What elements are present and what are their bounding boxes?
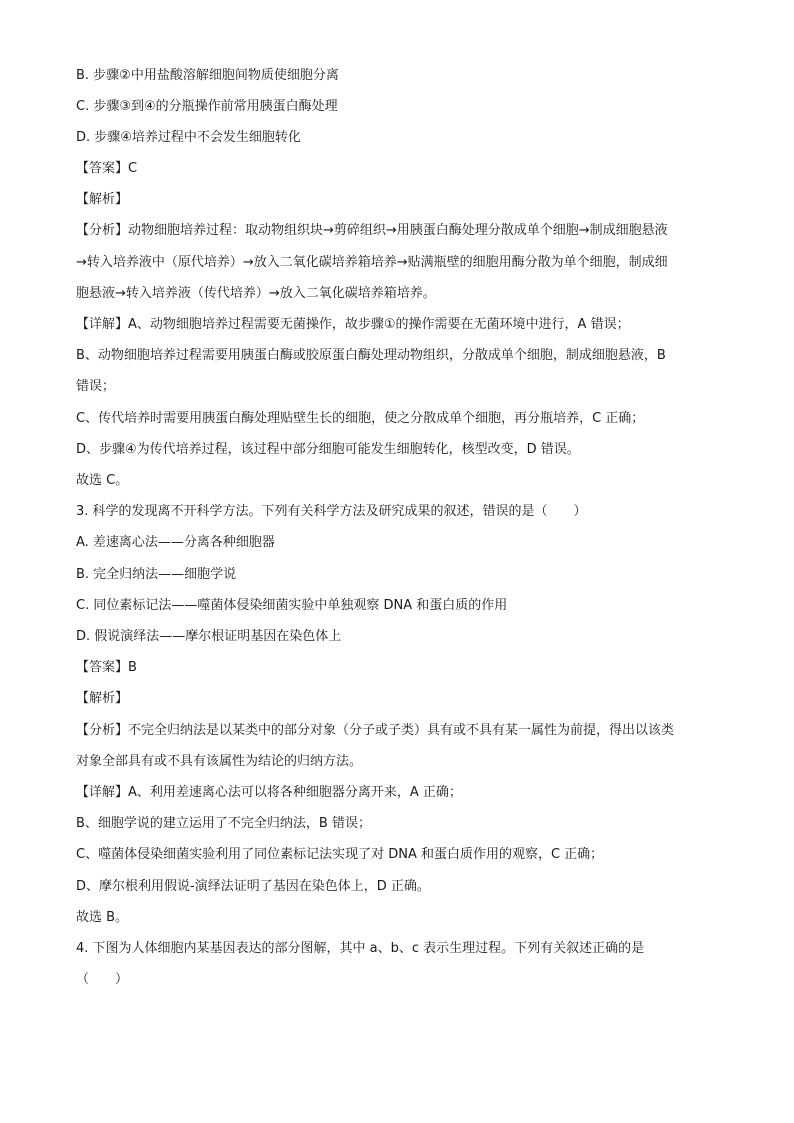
explanation-text: D、摩尔根利用假说-演绎法证明了基因在染色体上，D 正确。 [76,879,430,894]
option-c-prev: C. 步骤③到④的分瓶操作前常用胰蛋白酶处理 [76,99,338,114]
answer-label: 【答案】C [76,161,138,176]
question-3-stem: 3. 科学的发现离不开科学方法。下列有关科学方法及研究成果的叙述，错误的是（ ） [76,504,587,519]
question-4-blank: （ ） [76,972,129,987]
option-b-prev: B. 步骤②中用盐酸溶解细胞间物质使细胞分离 [76,68,339,83]
question-3-option-c: C. 同位素标记法——噬菌体侵染细菌实验中单独观察 DNA 和蛋白质的作用 [76,598,508,613]
analysis-text: 胞悬液→转入培养液（传代培养）→放入二氧化碳培养箱培养。 [76,286,436,301]
choice-conclusion: 故选 C。 [76,473,129,488]
option-d-prev: D. 步骤④培养过程中不会发生细胞转化 [76,130,301,145]
analysis-label: 【解析】 [76,691,129,706]
question-3-option-d: D. 假说演绎法——摩尔根证明基因在染色体上 [76,629,342,644]
explanation-text: C、传代培养时需要用胰蛋白酶处理贴壁生长的细胞，使之分散成单个细胞，再分瓶培养，C 正确； [76,411,645,426]
analysis-label: 【解析】 [76,192,129,207]
explanation-text: C、噬菌体侵染细菌实验利用了同位素标记法实现了对 DNA 和蛋白质作用的观察，C 正确； [76,847,604,862]
question-3-option-b: B. 完全归纳法——细胞学说 [76,567,237,582]
answer-label: 【答案】B [76,660,137,675]
analysis-text: →转入培养液中（原代培养）→放入二氧化碳培养箱培养→贴满瓶壁的细胞用酶分散为单个细胞，制成细 [76,255,668,270]
choice-conclusion: 故选 B。 [76,910,129,925]
explanation-text: 错误； [76,379,116,394]
explanation-text: 【详解】A、动物细胞培养过程需要无菌操作，故步骤①的操作需要在无菌环境中进行，A 错误； [76,317,630,332]
analysis-text: 【分析】不完全归纳法是以某类中的部分对象（分子或子类）具有或不具有某一属性为前提，得出以该类 [76,723,675,738]
explanation-text: B、细胞学说的建立运用了不完全归纳法，B 错误； [76,816,371,831]
analysis-text: 【分析】动物细胞培养过程：取动物组织块→剪碎组织→用胰蛋白酶处理分散成单个细胞→制成细胞悬液 [76,223,668,238]
analysis-text: 对象全部具有或不具有该属性为结论的归纳方法。 [76,754,363,769]
question-3-option-a: A. 差速离心法——分离各种细胞器 [76,535,275,550]
explanation-text: 【详解】A、利用差速离心法可以将各种细胞器分离开来，A 正确； [76,785,462,800]
explanation-text: D、步骤④为传代培养过程，该过程中部分细胞可能发生细胞转化，核型改变，D 错误。 [76,442,580,457]
explanation-text: B、动物细胞培养过程需要用胰蛋白酶或胶原蛋白酶处理动物组织，分散成单个细胞，制成细胞悬液，B [76,348,666,363]
question-4-stem: 4. 下图为人体细胞内某基因表达的部分图解，其中 a、b、c 表示生理过程。下列有关叙述正确的是 [76,941,645,956]
